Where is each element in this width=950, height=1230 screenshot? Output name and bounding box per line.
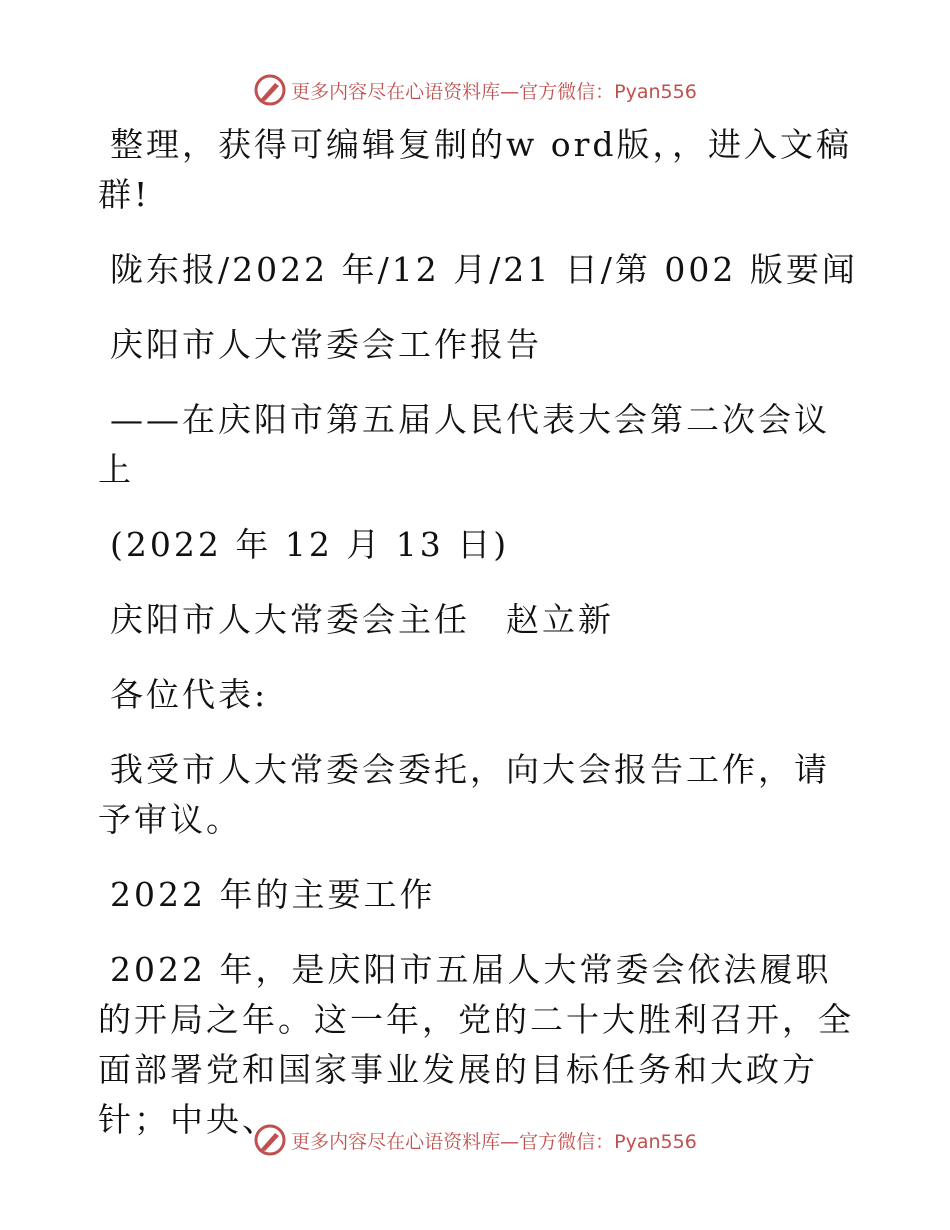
document-body: [98, 120, 858, 1170]
pen-logo-icon: [253, 73, 287, 107]
report-subtitle: ——在庆阳市第五届人民代表大会第二次会议上: [98, 400, 830, 489]
paragraph: 2022 年，是庆阳市五届人大常委会依法履职的开局之年。这一年，党的二十大胜利召开，全面部署党和国家事业发展的目标任务和大政方针；中央、: [98, 950, 854, 1139]
section-heading: 2022 年的主要工作: [110, 875, 436, 914]
footer-banner-text: 更多内容尽在心语资料库—官方微信：Pyan556: [291, 1130, 697, 1153]
header-banner: [0, 70, 950, 110]
report-author: 庆阳市人大常委会主任 赵立新: [110, 600, 614, 639]
salutation: 各位代表:: [110, 675, 269, 714]
paragraph: 陇东报/2022 年/12 月/21 日/第 002 版要闻: [110, 250, 858, 289]
pen-logo-icon: [253, 1123, 287, 1157]
report-date: (2022 年 12 月 13 日): [110, 525, 510, 564]
paragraph: 整理，获得可编辑复制的w ord版，，进入文稿群!: [98, 125, 853, 214]
footer-banner: [0, 1120, 950, 1160]
header-banner-text: 更多内容尽在心语资料库—官方微信：Pyan556: [291, 80, 697, 103]
paragraph: 我受市人大常委会委托，向大会报告工作，请予审议。: [98, 750, 830, 839]
report-title: 庆阳市人大常委会工作报告: [110, 325, 542, 364]
